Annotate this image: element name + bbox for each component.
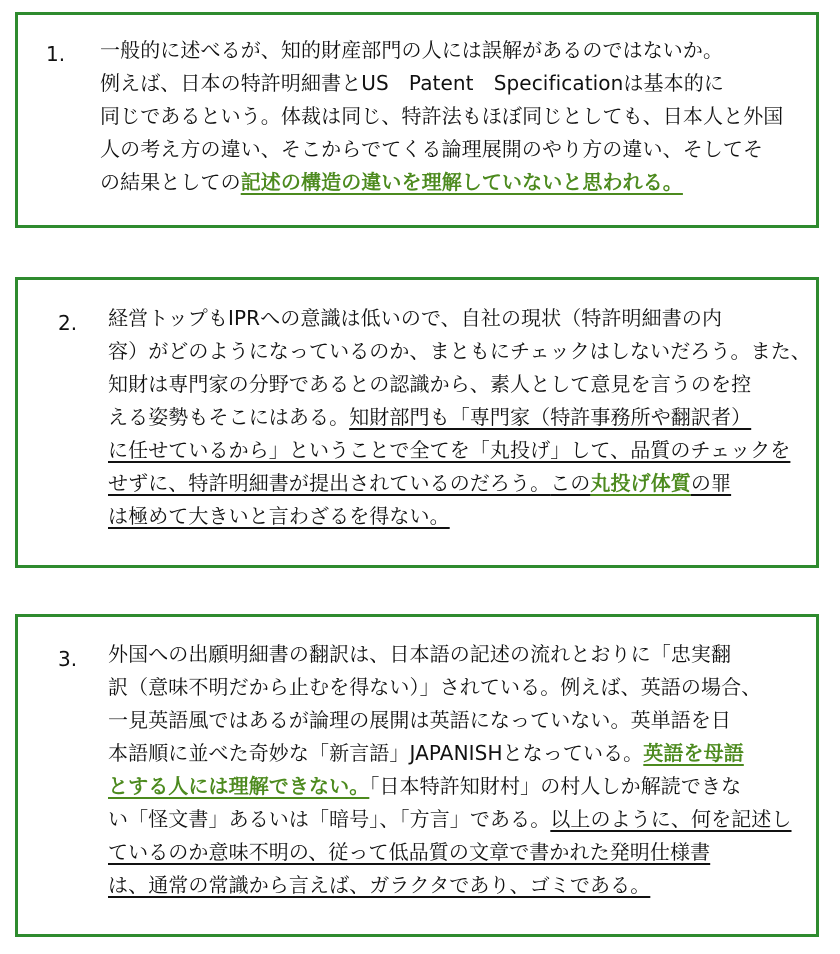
text-line: [108, 401, 808, 434]
highlighted-phrase: とする人には理解できない。: [108, 774, 370, 798]
item-number: 1.: [46, 42, 66, 66]
text-line: [108, 869, 808, 902]
text-line: 一見英語風ではあるが論理の展開は英語になっていない。英単語を日: [108, 708, 732, 732]
text-line: 一般的に述べるが、知的財産部門の人には誤解があるのではないか。: [100, 38, 724, 62]
underlined-text: せずに、特許明細書が提出されているのだろう。: [108, 471, 551, 495]
underlined-text: は、通常の常識から言えば、ガラクタであり、ゴミである。: [108, 873, 651, 897]
text-line: [108, 737, 808, 770]
text-line: 例えば、日本の特許明細書とUS Patent Specificationは基本的に: [100, 71, 724, 95]
item-number: 2.: [58, 311, 78, 335]
item-number: 3.: [58, 647, 78, 671]
text-segment: える姿勢もそこにはある。: [108, 405, 350, 429]
text-line: 外国への出願明細書の翻訳は、日本語の記述の流れとおりに「忠実翻: [108, 642, 732, 666]
underlined-text: は極めて大きいと言わざるを得ない。: [108, 504, 450, 528]
paragraph-text: [108, 638, 808, 902]
paragraph-text: [108, 302, 811, 533]
text-line: 訳（意味不明だから止むを得ない）」されている。例えば、英語の場合、: [108, 675, 762, 699]
text-segment: 「日本特許知財村」の村人しか解読できな: [369, 774, 742, 798]
text-line: [108, 803, 808, 836]
text-line: [108, 500, 808, 533]
text-segment: 本語順に並べた奇妙な「新言語」JAPANISHとなっている。: [108, 741, 644, 765]
text-segment: い「怪文書」あるいは「暗号」、「方言」である。: [108, 807, 551, 831]
text-line: [108, 770, 808, 803]
underlined-text: ているのか意味不明の、従って低品質の文章で書かれた発明仕様書: [108, 840, 711, 864]
highlighted-phrase: 記述の構造の違いを理解していないと思われる。: [240, 170, 683, 194]
text-segment: の結果としての: [100, 170, 241, 194]
text-line: [108, 836, 808, 869]
paragraph-box-3: [15, 614, 819, 937]
paragraph-text: [100, 34, 800, 199]
highlighted-phrase: 英語を母語: [643, 741, 744, 765]
text-line: [100, 166, 800, 199]
text-line: 同じであるという。体裁は同じ、特許法もほぼ同じとしても、日本人と外国: [100, 104, 784, 128]
text-line: [108, 467, 808, 500]
paragraph-box-1: [15, 12, 819, 228]
highlighted-phrase: 丸投げ体質: [590, 471, 691, 495]
text-line: 経営トップもIPRへの意識は低いので、自社の現状（特許明細書の内: [108, 306, 723, 330]
text-line: [108, 434, 808, 467]
text-line: 知財は専門家の分野であるとの認識から、素人として意見を言うのを控: [108, 372, 752, 396]
underlined-text: この: [550, 471, 591, 495]
paragraph-box-2: [15, 277, 819, 568]
underlined-text: の罪: [690, 471, 732, 495]
text-line: 容）がどのようになっているのか、まともにチェックはしないだろう。また、: [108, 339, 811, 363]
underlined-text: 知財部門も「専門家（特許事務所や翻訳者）: [349, 405, 752, 429]
underlined-text: に任せているから」ということで全てを「丸投げ」して、品質のチェックを: [108, 438, 791, 462]
text-line: 人の考え方の違い、そこからでてくる論理展開のやり方の違い、そしてそ: [100, 137, 764, 161]
underlined-text: 以上のように、何を記述し: [550, 807, 792, 831]
